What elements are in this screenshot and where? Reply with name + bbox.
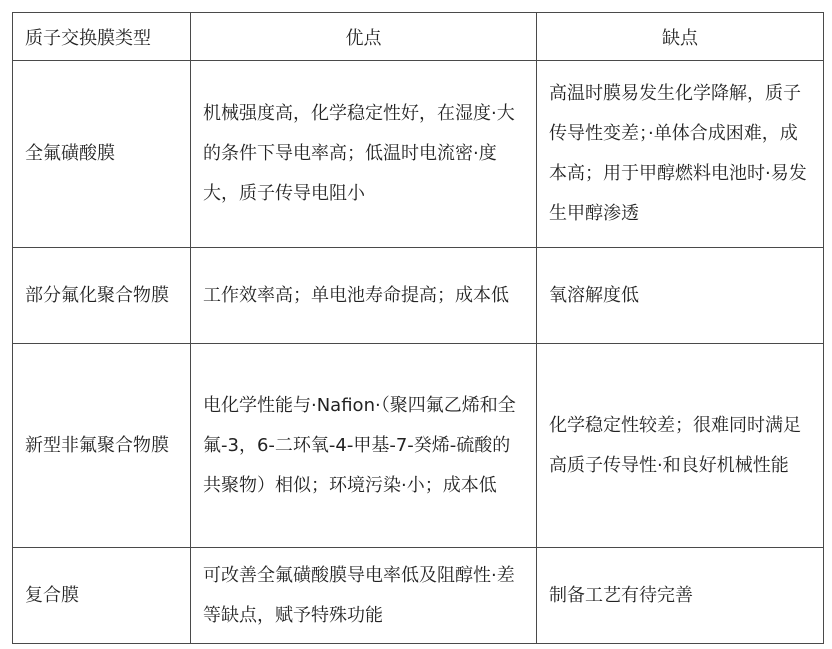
pros-cell: 可改善全氟磺酸膜导电率低及阻醇性·差等缺点，赋予特殊功能 bbox=[191, 548, 537, 644]
membrane-type-cell: 新型非氟聚合物膜 bbox=[13, 344, 191, 548]
cons-cell: 制备工艺有待完善 bbox=[537, 548, 824, 644]
pros-cell: 电化学性能与·Nafion·（聚四氟乙烯和全氟-3，6-二环氧-4-甲基-7-癸烯-硫酸的共聚物）相似；环境污染·小；成本低 bbox=[191, 344, 537, 548]
header-cons: 缺点 bbox=[537, 13, 824, 61]
membrane-type-cell: 全氟磺酸膜 bbox=[13, 61, 191, 248]
table-row bbox=[13, 344, 824, 548]
cons-cell: 高温时膜易发生化学降解，质子传导性变差；·单体合成困难，成本高；用于甲醇燃料电池时·易发生甲醇渗透 bbox=[537, 61, 824, 248]
pros-cell: 机械强度高，化学稳定性好，在湿度·大的条件下导电率高；低温时电流密·度大，质子传导电阻小 bbox=[191, 61, 537, 248]
header-row bbox=[13, 13, 824, 61]
table-row bbox=[13, 248, 824, 344]
header-pros: 优点 bbox=[191, 13, 537, 61]
header-type: 质子交换膜类型 bbox=[13, 13, 191, 61]
cons-cell: 化学稳定性较差；很难同时满足高质子传导性·和良好机械性能 bbox=[537, 344, 824, 548]
membrane-type-cell: 复合膜 bbox=[13, 548, 191, 644]
table-row bbox=[13, 61, 824, 248]
pros-cell: 工作效率高；单电池寿命提高；成本低 bbox=[191, 248, 537, 344]
table-row bbox=[13, 548, 824, 644]
comparison-table bbox=[12, 12, 824, 644]
cons-cell: 氧溶解度低 bbox=[537, 248, 824, 344]
membrane-type-cell: 部分氟化聚合物膜 bbox=[13, 248, 191, 344]
